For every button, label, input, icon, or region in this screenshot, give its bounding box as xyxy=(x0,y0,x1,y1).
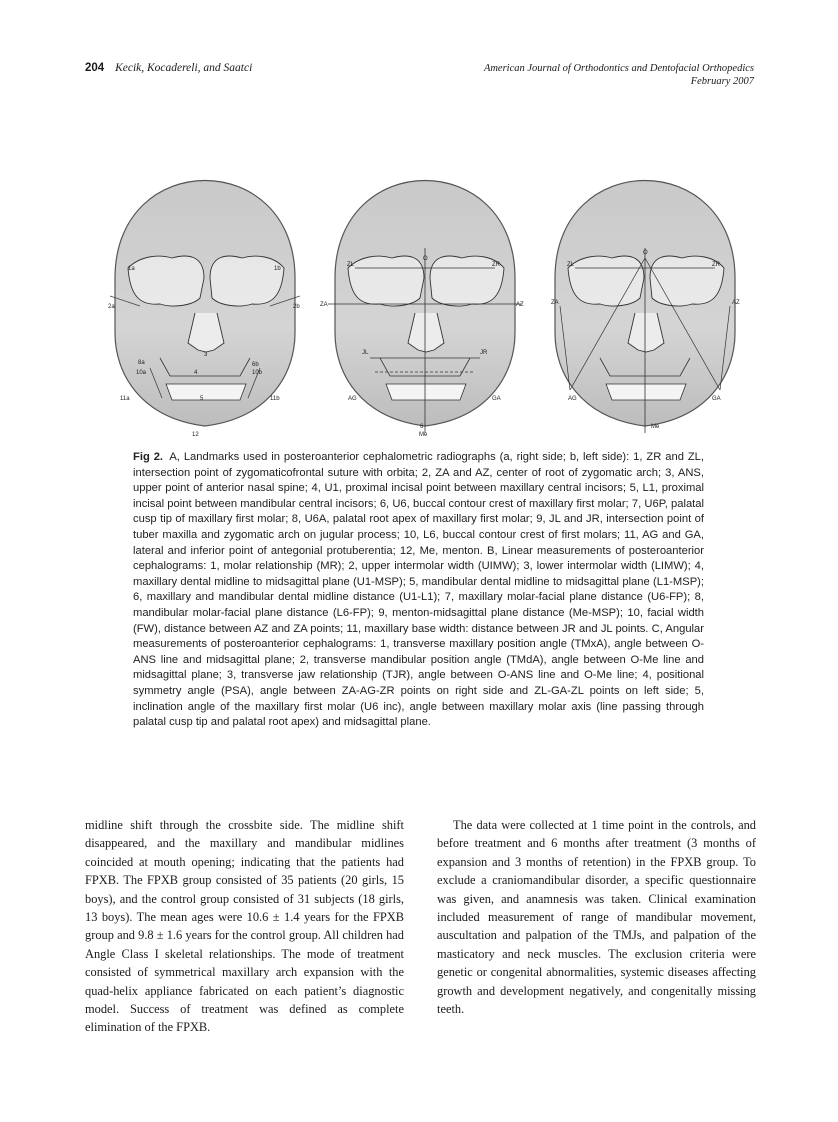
label-6b: 6b xyxy=(252,362,259,368)
issue-date: February 2007 xyxy=(690,76,754,87)
label-c-o: O xyxy=(643,250,648,256)
label-c-ag: AG xyxy=(568,396,577,402)
label-c-me: Me xyxy=(651,424,660,430)
label-c-zr: ZR xyxy=(712,262,720,268)
label-b-6: 6 xyxy=(420,424,424,430)
caption-label: Fig 2. xyxy=(133,451,164,463)
label-c-az: AZ xyxy=(732,300,740,306)
label-b-jl: JL xyxy=(362,350,369,356)
label-b-me: Me xyxy=(419,432,428,438)
journal-name: American Journal of Orthodontics and Dentofacial Orthopedics xyxy=(483,63,754,74)
label-b-ga: GA xyxy=(492,396,501,402)
label-10a: 10a xyxy=(136,370,147,376)
label-c-zl: ZL xyxy=(567,262,575,268)
label-4: 4 xyxy=(194,370,198,376)
label-c-za: ZA xyxy=(551,300,559,306)
running-header-left xyxy=(85,62,252,74)
label-1a: 1a xyxy=(128,266,135,272)
label-12: 12 xyxy=(192,432,199,438)
figure-2-skull-diagrams xyxy=(100,128,755,443)
label-b-o: O xyxy=(423,256,428,262)
label-2a: 2a xyxy=(108,304,115,310)
page-number: 204 xyxy=(85,62,105,74)
skull-panel-c xyxy=(551,181,740,434)
label-b-ag: AG xyxy=(348,396,357,402)
label-b-zl: ZL xyxy=(347,262,355,268)
body-text-left-column: midline shift through the crossbite side. The midline shift disappeared, and the maxillary and mandibular midlines coincided at mouth opening; indicating that the patients had FPXB. The FPXB group consisted of 35 patients (20 girls, 15 boys), and the control group consisted of 31 subjects (18 girls, 13 boys). The mean ages were 10.6 ± 1.4 years for the FPXB group and 9.8 ± 1.6 years for the control group. All children had Angle Class I skeletal relationships. The mode of treatment consisted of symmetrical maxillary arch expansion with the quad-helix appliance fabricated on each patient’s diagnostic model. Success of treatment was defined as complete elimination of the FPXB. xyxy=(85,818,404,1035)
label-b-zr: ZR xyxy=(492,262,500,268)
label-b-az: AZ xyxy=(516,302,524,308)
label-11b: 11b xyxy=(270,396,280,402)
skull-figure-svg xyxy=(100,128,755,443)
label-c-ga: GA xyxy=(712,396,721,402)
running-authors: Kecik, Kocadereli, and Saatci xyxy=(115,62,253,74)
label-b-jr: JR xyxy=(480,350,488,356)
running-header-right xyxy=(484,62,754,88)
figure-caption xyxy=(133,450,704,731)
label-3: 3 xyxy=(204,352,208,358)
skull-panel-b xyxy=(320,181,524,439)
label-2b: 2b xyxy=(293,304,300,310)
label-1b: 1b xyxy=(274,266,281,272)
label-11a: 11a xyxy=(120,396,130,402)
label-10b: 10b xyxy=(252,370,263,376)
label-5: 5 xyxy=(200,396,204,402)
label-8a: 8a xyxy=(138,360,145,366)
caption-text: A, Landmarks used in posteroanterior cephalometric radiographs (a, right side; b, left side): 1, ZR and ZL, intersection point of zygomaticofrontal suture with orbita; 2, ZA and AZ, center of root of zygomatic arch; 3, ANS, upper point of anterior nasal spine; 4, U1, proximal incisal point between maxillary central incisors; 5, L1, proximal incisal point between mandibular central incisors; 6, U6, buccal contour crest of maxillary first molar; 7, U6P, palatal cusp tip of maxillary first molar; 8, U6A, palatal root apex of maxillary first molar; 9, JL and JR, intersection point of tuber maxilla and zygomatic arch on jugular process; 10, L6, buccal contour crest of first molars; 11, AG and GA, lateral and inferior point of antegonial protuberentia; 12, Me, menton. B, Linear measurements of posteroanterior cephalograms: 1, molar relationship (MR); 2, upper intermolar width (UIMW); 3, lower intermolar width (LIMW); 4, maxillary dental midline to midsagittal plane (U1-MSP); 5, mandibular dental midline to midsagittal plane (L1-MSP); 6, maxillary and mandibular dental midline distance (U1-L1); 7, maxillary molar-facial plane distance (U6-FP); 8, mandibular molar-facial plane distance (L6-FP); 9, menton-midsagittal plane distance (Me-MSP); 10, facial width (FW), distance between AZ and ZA points; 11, maxillary base width: distance between JR and JL points. C, Angular measurements of posteroanterior cephalograms: 1, transverse maxillary position angle (TMxA), angle between O-ANS line and midsagittal plane; 2, transverse mandibular position angle (TMdA), angle between O-Me line and midsagittal plane; 3, transverse jaw relationship (TJR), angle between O-ANS line and O-Me line; 4, positional symmetry angle (PSA), angle between ZA-AG-ZR points on right side and ZL-GA-ZL points on left side; 5, inclination angle of the maxillary first molar (U6 inc), angle between maxillary molar axis (line passing through palatal cusp tip and palatal root apex) and midsagittal plane. xyxy=(133,451,704,729)
label-b-za: ZA xyxy=(320,302,328,308)
skull-panel-a xyxy=(108,181,300,439)
body-text-right-column: The data were collected at 1 time point in the controls, and before treatment and 6 months after treatment (3 months of expansion and 3 months of retention) in the FPXB group. To exclude a craniomandibular disorder, a specific questionnaire was given, and anamnesis was taken. Clinical examination included measurement of range of mandibular movement, auscultation and palpation of the TMJs, and palpation of the masticatory and neck muscles. The exclusion criteria were genetic or congenital abnormalities, systemic diseases affecting growth and development negatively, and congenitally missing teeth. xyxy=(437,818,756,1017)
